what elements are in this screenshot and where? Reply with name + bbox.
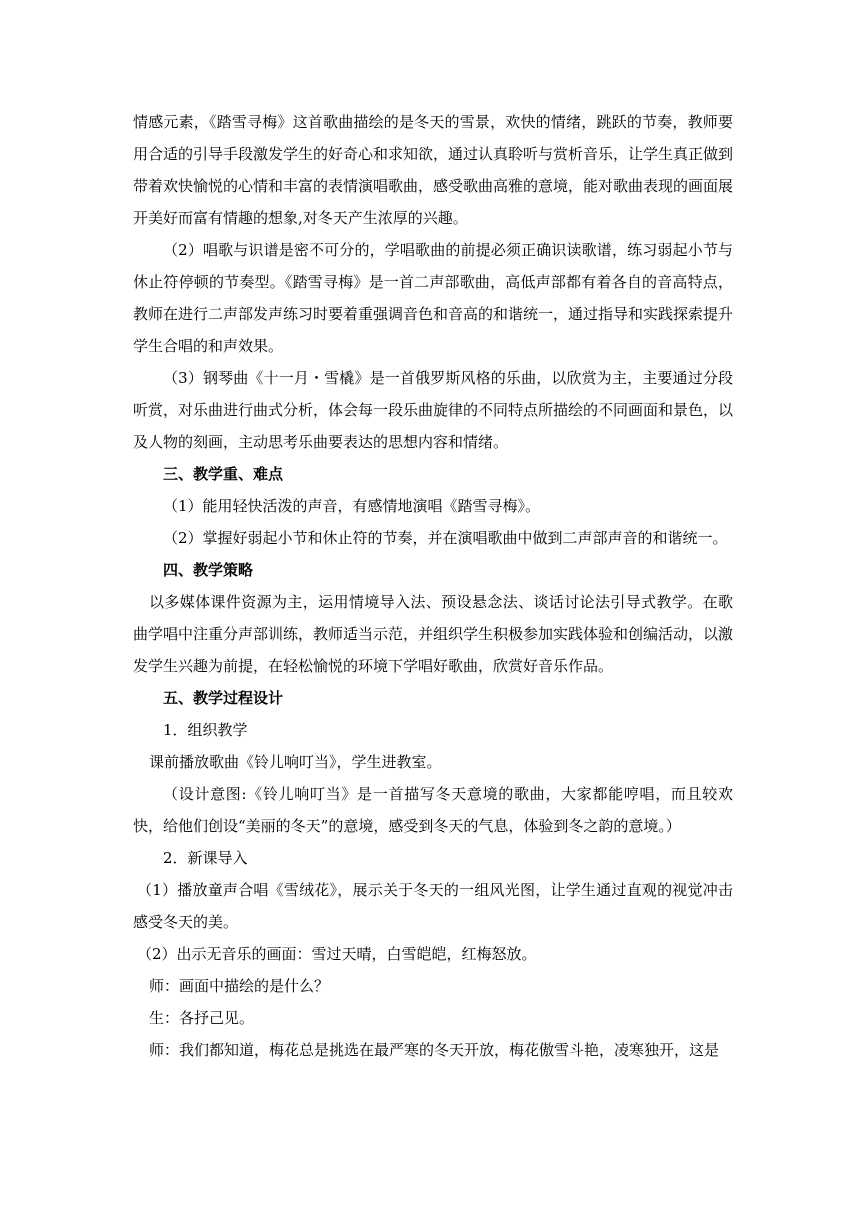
heading-teaching-strategy: 四、教学策略 <box>163 561 254 579</box>
paragraph-pre-class-song: 课前播放歌曲《铃儿响叮当》，学生进教室。 <box>149 753 442 771</box>
paragraph-teacher-plum: 师：我们都知道，梅花总是挑选在最严寒的冬天开放，梅花傲雪斗艳，凌寒独开，这是 <box>149 1041 720 1059</box>
paragraph-piano-piece: （3）钢琴曲《十一月・雪橇》是一首俄罗斯风格的乐曲，以欣赏为主，主要通过分段听赏，对乐曲进行曲式分析，体会每一段乐曲旋律的不同特点所描绘的不同画面和景色，以及人物的刻画，主动思考乐曲要表达的思想内容和情绪。 <box>133 369 734 451</box>
paragraph-key-point-2: （2）掌握好弱起小节和休止符的节奏，并在演唱歌曲中做到二声部声音的和谐统一。 <box>163 529 728 547</box>
paragraph-emotion-elements: 情感元素，《踏雪寻梅》这首歌曲描绘的是冬天的雪景，欢快的情绪，跳跃的节奏，教师要用合适的引导手段激发学生的好奇心和求知欲，通过认真聆听与赏析音乐，让学生真正做到带着欢快愉悦的心情和丰富的表情演唱歌曲，感受歌曲高雅的意境，能对歌曲表现的画面展开美好而富有情趣的想象,对冬天产生浓厚的兴趣。 <box>133 113 734 227</box>
paragraph-student-answer: 生：各抒己见。 <box>149 1009 255 1027</box>
document-body <box>133 106 733 1066</box>
paragraph-teacher-question: 师：画面中描绘的是什么？ <box>149 977 330 995</box>
paragraph-show-picture: （2）出示无音乐的画面：雪过天晴，白雪皑皑，红梅怒放。 <box>137 945 537 963</box>
paragraph-new-lesson-intro: 2．新课导入 <box>163 849 248 867</box>
paragraph-singing-and-notation: （2）唱歌与识谱是密不可分的，学唱歌曲的前提必须正确识读歌谱，练习弱起小节与休止符停顿的节奏型。《踏雪寻梅》是一首二声部歌曲，高低声部都有着各自的音高特点，教师在进行二声部发声练习时要着重强调音色和音高的和谐统一，通过指导和实践探索提升学生合唱的和声效果。 <box>133 241 734 355</box>
paragraph-strategy: 以多媒体课件资源为主，运用情境导入法、预设悬念法、谈话讨论法引导式教学。在歌曲学唱中注重分声部训练，教师适当示范，并组织学生积极参加实践体验和创编活动，以激发学生兴趣为前提，在轻松愉悦的环境下学唱好歌曲，欣赏好音乐作品。 <box>133 593 734 675</box>
heading-key-points: 三、教学重、难点 <box>163 465 284 483</box>
paragraph-key-point-1: （1）能用轻快活泼的声音，有感情地演唱《踏雪寻梅》。 <box>163 497 541 515</box>
paragraph-design-intent: （设计意图:《铃儿响叮当》是一首描写冬天意境的歌曲，大家都能哼唱，而且较欢快，给他们创设“美丽的冬天”的意境，感受到冬天的气息，体验到冬之韵的意境。） <box>133 785 733 835</box>
heading-process-design: 五、教学过程设计 <box>163 689 284 707</box>
paragraph-organize-teaching: 1．组织教学 <box>163 721 248 739</box>
paragraph-play-song: （1）播放童声合唱《雪绒花》，展示关于冬天的一组风光图，让学生通过直观的视觉冲击感受冬天的美。 <box>133 881 733 931</box>
